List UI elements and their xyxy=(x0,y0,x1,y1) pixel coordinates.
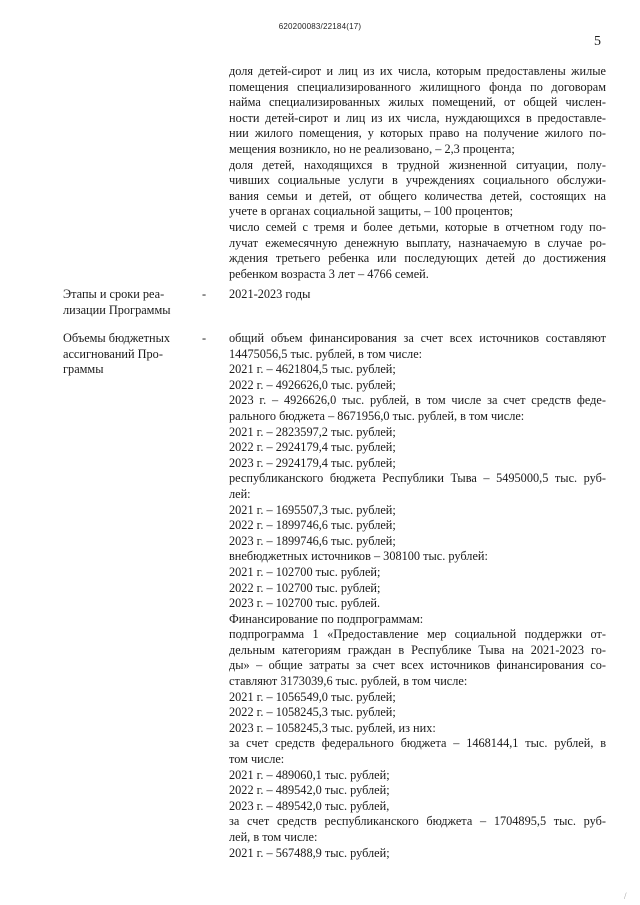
intro-line: лучат ежемесячную денежную выплату, назначаемую в случае ро- xyxy=(229,235,606,250)
budget-line: Финансирование по подпрограммам: xyxy=(229,611,424,626)
budget-line: 2023 г. – 102700 тыс. рублей. xyxy=(229,596,381,611)
budget-line: 2023 г. – 1058245,3 тыс. рублей, из них: xyxy=(229,720,436,735)
stages-dash: - xyxy=(202,287,207,301)
budget-line: 14475056,5 тыс. рублей, в том числе: xyxy=(229,346,423,361)
budget-line: 2021 г. – 4621804,5 тыс. рублей; xyxy=(229,362,396,377)
budget-line: 2022 г. – 1058245,3 тыс. рублей; xyxy=(229,705,396,720)
budget-line: 2021 г. – 567488,9 тыс. рублей; xyxy=(229,845,390,860)
budget-line: 2023 г. – 489542,0 тыс. рублей, xyxy=(229,798,390,813)
budget-line: лей: xyxy=(229,486,251,501)
intro-line: учете в органах социальной защиты, – 100 процентов; xyxy=(229,204,514,219)
budget-line: 2022 г. – 4926626,0 тыс. рублей; xyxy=(229,377,396,392)
intro-line: помещения специализированного жилищного фонда по договорам xyxy=(229,79,606,94)
budget-line: 2021 г. – 2823597,2 тыс. рублей; xyxy=(229,424,396,439)
intro-line: доля детей-сирот и лиц из их числа, которым предоставлены жилые xyxy=(229,64,606,78)
stages-label-line: лизации Программы xyxy=(63,302,171,317)
budget-line: 2023 г. – 2924179,4 тыс. рублей; xyxy=(229,455,396,470)
budget-line: ставляют 3173039,6 тыс. рублей, в том числе: xyxy=(229,674,468,689)
intro-line: нии жилого помещения, у которых право на получение жилого по- xyxy=(229,126,606,141)
intro-line: ребенком возраста 3 лет – 4766 семей. xyxy=(229,266,429,281)
budget-line: 2023 г. – 1899746,6 тыс. рублей; xyxy=(229,533,396,548)
budget-line: 2022 г. – 2924179,4 тыс. рублей; xyxy=(229,440,396,455)
intro-line: мещения возникло, но не реализовано, – 2,3 процента; xyxy=(229,141,515,156)
budget-line: республиканского бюджета Республики Тыва – 5495000,5 тыс. руб- xyxy=(229,471,606,486)
stages-label-line: Этапы и сроки реа- xyxy=(63,287,165,301)
budget-line: лей, в том числе: xyxy=(229,830,318,844)
intro-paragraphs xyxy=(229,64,606,282)
budget-line: внебюджетных источников – 308100 тыс. рублей: xyxy=(229,549,488,564)
document-id: 620200083/22184(17) xyxy=(278,22,362,31)
budget-line: 2021 г. – 1056549,0 тыс. рублей; xyxy=(229,689,396,704)
intro-line: вания семьи и детей, от общего количества детей, состоящих на xyxy=(229,188,606,203)
budget-line: подпрограмма 1 «Предоставление мер социальной поддержки от- xyxy=(229,627,606,642)
budget-label-line: Объемы бюджетных xyxy=(63,331,170,345)
budget-line: общий объем финансирования за счет всех источников составляют xyxy=(229,331,606,345)
budget-label-line: граммы xyxy=(63,362,104,377)
budget-label xyxy=(63,331,193,378)
intro-line: найма специализированных жилых помещений, от общей числен- xyxy=(229,95,606,110)
budget-line: ды» – общие затраты за счет всех источников финансирования со- xyxy=(229,658,606,673)
intro-line: число семей с тремя и более детьми, которые в отчетном году по- xyxy=(229,219,606,234)
budget-line: 2023 г. – 4926626,0 тыс. рублей, в том числе за счет средств феде- xyxy=(229,393,606,408)
budget-line: 2022 г. – 489542,0 тыс. рублей; xyxy=(229,783,390,798)
budget-line: 2021 г. – 1695507,3 тыс. рублей; xyxy=(229,502,396,517)
budget-line: 2022 г. – 1899746,6 тыс. рублей; xyxy=(229,518,396,533)
budget-line: 2021 г. – 489060,1 тыс. рублей; xyxy=(229,767,390,782)
intro-line: ности детей-сирот и лиц из их числа, нуждающихся в предоставле- xyxy=(229,110,606,125)
page-number: 5 xyxy=(594,34,601,49)
stages-label xyxy=(63,287,193,318)
intro-line: доля детей, находящихся в трудной жизненной ситуации, полу- xyxy=(229,157,606,172)
budget-text xyxy=(229,331,606,861)
corner-mark: / xyxy=(624,891,627,901)
intro-line: чивших социальные услуги в учреждениях социального обслужи- xyxy=(229,173,606,188)
budget-line: 2021 г. – 102700 тыс. рублей; xyxy=(229,564,381,579)
budget-line: за счет средств республиканского бюджета – 1704895,5 тыс. руб- xyxy=(229,814,606,829)
stages-value: 2021-2023 годы xyxy=(229,287,311,301)
budget-label-line: ассигнований Про- xyxy=(63,346,163,361)
budget-line: дельным категориям граждан в Республике Тыва на 2021-2023 го- xyxy=(229,642,606,657)
budget-line: рального бюджета – 8671956,0 тыс. рублей, в том числе: xyxy=(229,408,525,423)
budget-line: за счет средств федерального бюджета – 1468144,1 тыс. рублей, в xyxy=(229,736,606,751)
budget-line: 2022 г. – 102700 тыс. рублей; xyxy=(229,580,381,595)
budget-dash: - xyxy=(202,331,207,345)
intro-line: ждения третьего ребенка или последующих детей до достижения xyxy=(229,251,606,266)
budget-line: том числе: xyxy=(229,752,285,767)
